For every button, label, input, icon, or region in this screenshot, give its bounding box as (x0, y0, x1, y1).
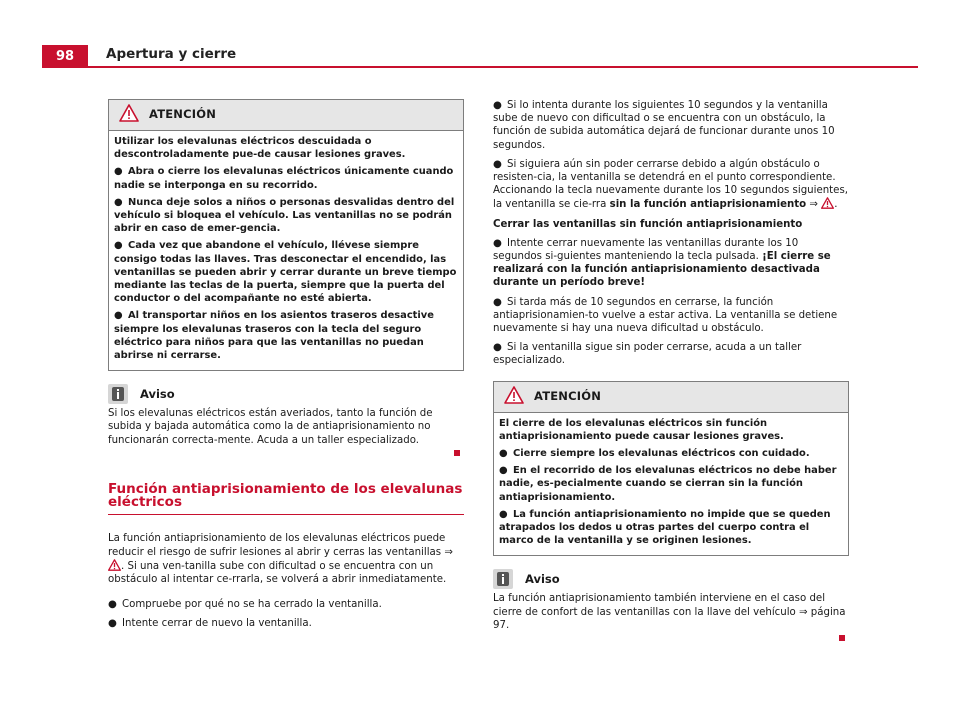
warning-body (109, 131, 463, 370)
warning-reference-icon[interactable] (108, 561, 121, 572)
page-header-title: Apertura y cierre (106, 46, 237, 62)
body-paragraph: La función antiaprisionamiento de los elevalunas eléctricos puede reducir el riesgo de sufrir lesiones al abrir y cerras las ventanillas ⇒ . Si una ven-tanilla sube con dificultad o se encuentra con un obstáculo al intentar ce-rrarla, se volverá a abrir inmediatamente. (108, 533, 453, 586)
warning-triangle-icon (119, 104, 139, 126)
list-item: ● Intente cerrar nuevamente las ventanillas durante los 10 segundos si-guientes manteniendo la tecla pulsada. ¡El cierre se realizará con la función antiaprisionamiento desactivada durante un período breve! (493, 237, 831, 289)
warning-title: ATENCIÓN (534, 389, 602, 404)
section-end-marker (454, 450, 460, 456)
warning-bullet: ● Al transportar niños en los asientos traseros desactive siempre los elevalunas traseros con la tecla del seguro eléctrico para niños para que las ventanillas no puedan abrirse ni cerrarse. (114, 310, 434, 362)
page-number: 98 (42, 45, 88, 67)
note-title: Aviso (525, 571, 560, 586)
right-column (493, 99, 849, 645)
note-block (108, 383, 464, 460)
section-heading-block (108, 483, 464, 515)
warning-body (494, 413, 848, 556)
note-text: Si los elevalunas eléctricos están averiados, tanto la función de subida y bajada automática como la de antiaprisionamiento no funcionarán correcta-mente. Acuda a un taller especializado. (108, 408, 433, 446)
warning-box (493, 381, 849, 557)
warning-bullet: ● La función antiaprisionamiento no impide que se queden atrapados los dedos u otras partes del cuerpo contra el marco de la ventanilla y se originen lesiones. (499, 508, 831, 547)
warning-bullet: ● Cierre siempre los elevalunas eléctricos con cuidado. (499, 448, 810, 460)
header-rule (42, 66, 918, 68)
section-title: Función antiaprisionamiento de los elevalunas eléctricos (108, 481, 463, 511)
info-note-icon (493, 569, 513, 589)
list-item: ● Si tarda más de 10 segundos en cerrarse, la función antiaprisionamien-to vuelve a estar activa. La ventanilla se detiene nuevamente si hay una nueva dificultad u obstáculo. (493, 296, 838, 335)
warning-intro: El cierre de los elevalunas eléctricos sin función antiaprisionamiento puede causar lesiones graves. (499, 417, 784, 442)
warning-reference-icon[interactable] (821, 199, 834, 210)
list-item: ● Si lo intenta durante los siguientes 10 segundos y la ventanilla sube de nuevo con dificultad o se encuentra con un obstáculo, la función de subida automática dejará de funcionar durante unos 10 segundos. (493, 100, 835, 151)
warning-header (494, 382, 848, 413)
list-item: ● Compruebe por qué no se ha cerrado la ventanilla. (108, 599, 382, 611)
list-item: ● Si siguiera aún sin poder cerrarse debido a algún obstáculo o resisten-cia, la ventanilla se detendrá en el punto correspondiente. Accionando la tecla nuevamente durante los 10 segundos siguientes, la ventanilla se cie-rra sin la función antiaprisionamiento ⇒ . (493, 158, 848, 211)
note-block (493, 568, 849, 645)
list-item: ● Intente cerrar de nuevo la ventanilla. (108, 618, 312, 630)
note-text: La función antiaprisionamiento también interviene en el caso del cierre de confort de las ventanillas con la llave del vehículo ⇒ página 97. (493, 593, 846, 631)
subheading: Cerrar las ventanillas sin función antiaprisionamiento (493, 218, 803, 230)
warning-header (109, 100, 463, 131)
warning-bullet: ● Cada vez que abandone el vehículo, llévese siempre consigo todas las llaves. Tras desconectar el encendido, las ventanillas se pueden abrir y cerrar durante un breve tiempo mediante las teclas de la puerta, siempre que la puerta del conductor o del acompañante no esté abierta. (114, 240, 457, 305)
left-column (108, 99, 464, 637)
warning-bullet: ● En el recorrido de los elevalunas eléctricos no debe haber nadie, es-pecialmente cuando se cierran sin la función antiaprisionamiento. (499, 465, 837, 503)
warning-box (108, 99, 464, 371)
section-end-marker (839, 635, 845, 641)
note-title: Aviso (140, 386, 175, 401)
warning-triangle-icon (504, 386, 524, 408)
info-note-icon (108, 384, 128, 404)
warning-bullet: ● Nunca deje solos a niños o personas desvalidas dentro del vehículo si bloquea el vehículo. Las ventanillas no se podrán abrir en caso de emer-gencia. (114, 196, 455, 235)
warning-title: ATENCIÓN (149, 107, 217, 122)
warning-bullet: ● Abra o cierre los elevalunas eléctricos únicamente cuando nadie se interponga en su recorrido. (114, 166, 454, 191)
list-item: ● Si la ventanilla sigue sin poder cerrarse, acuda a un taller especializado. (493, 342, 802, 367)
section-rule (108, 514, 464, 515)
warning-intro: Utilizar los elevalunas eléctricos descuidada o descontroladamente pue-de causar lesiones graves. (114, 136, 406, 161)
